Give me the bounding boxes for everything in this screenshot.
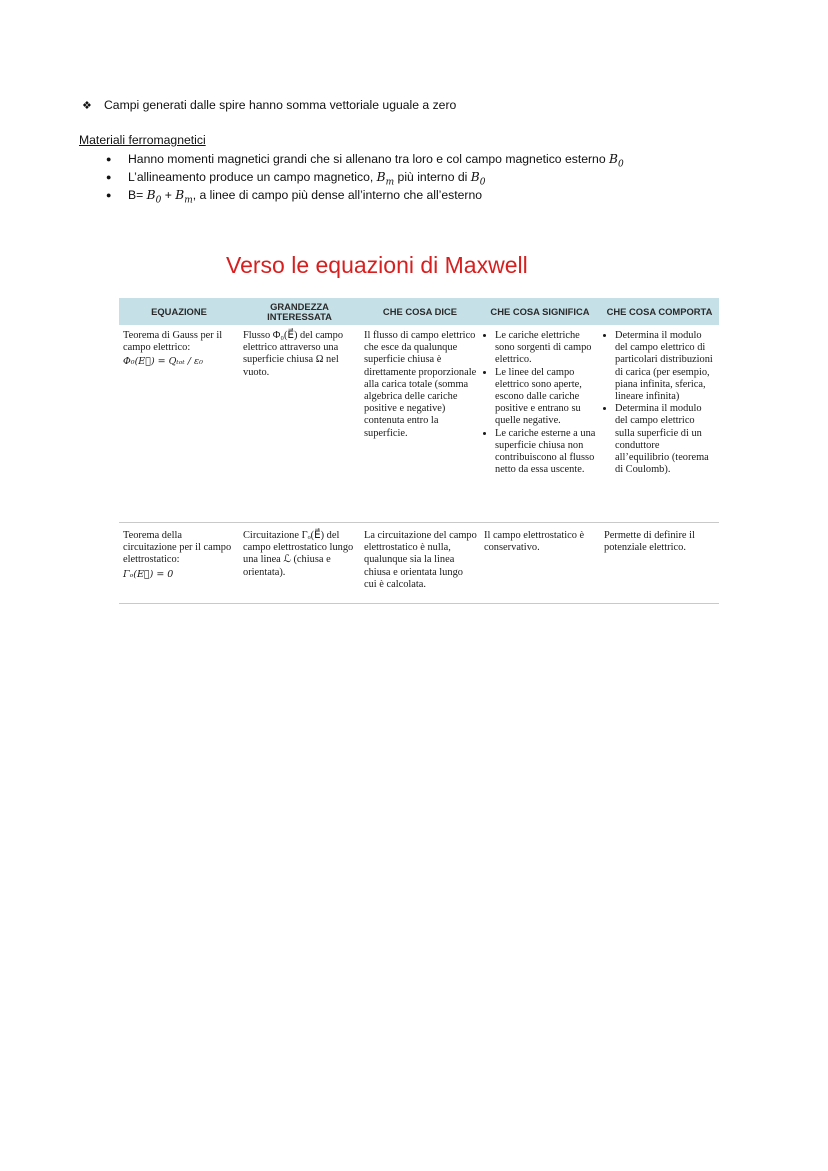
gauss-formula: Φ₀(E⃗) = Qₜₒₜ / ε₀: [123, 356, 203, 368]
list-item: • Determina il modulo del campo elettrico sulla superficie di un conduttore all’equilibrio (teorema di Coulomb).: [615, 403, 716, 476]
math-symbol: $B_0$: [470, 170, 486, 188]
table-row: [119, 325, 719, 523]
maxwell-table: [119, 298, 719, 604]
intro-bullet: [82, 98, 456, 112]
list-item: • Le cariche elettriche sono sorgenti di campo elettrico.: [495, 330, 597, 367]
cell-dice: La circuitazione del campo elettrostatico è nulla, qualunque sia la linea chiusa e orientata lungo cui è calcolata.: [360, 523, 480, 604]
math-symbol: $B_m$: [175, 188, 193, 206]
cell-significa: Il campo elettrostatico è conservativo.: [480, 523, 600, 604]
cell-comporta: [600, 325, 719, 523]
cell-equazione: Teorema di Gauss per il campo elettrico: Φ₀(E⃗) = Qₜₒₜ / ε₀: [119, 325, 239, 523]
bullet-dot-icon: ●: [106, 154, 112, 164]
cell-dice: Il flusso di campo elettrico che esce da qualunque superficie chiusa è direttamente proporzionale alla carica totale (somma algebrica delle cariche positive e negative) contenuta entro la superficie.: [360, 325, 480, 523]
header-comporta: CHE COSA COMPORTA: [600, 298, 719, 325]
diamond-bullet-icon: ❖: [82, 100, 92, 112]
math-symbol: $B_0$: [146, 188, 162, 206]
cell-grandezza: Circuitazione Γₒ(E⃗) del campo elettrostatico lungo una linea ℒ (chiusa e orientata).: [239, 523, 360, 604]
list-item: • Le cariche esterne a una superficie chiusa non contribuiscono al flusso netto da essa uscente.: [495, 428, 597, 477]
cell-comporta: Permette di definire il potenziale elettrico.: [600, 523, 719, 604]
header-significa: CHE COSA SIGNIFICA: [480, 298, 600, 325]
bullet-dot-icon: ●: [106, 172, 112, 182]
circuitazione-formula: Γₒ(E⃗) = 0: [123, 568, 174, 580]
header-grandezza: GRANDEZZA INTERESSATA: [239, 298, 360, 325]
table-title: Verso le equazioni di Maxwell: [226, 252, 528, 278]
section-heading: Materiali ferromagnetici: [79, 133, 206, 147]
cell-significa: [480, 325, 600, 523]
math-symbol: $B_0$: [609, 152, 624, 170]
cell-equazione: Teorema della circuitazione per il campo elettrostatico: Γₒ(E⃗) = 0: [119, 523, 239, 604]
bullet-dot-icon: ●: [106, 190, 112, 200]
list-item: ● Hanno momenti magnetici grandi che si allenano tra loro e col campo magnetico esterno $B_0$: [106, 152, 624, 170]
table-row: [119, 523, 719, 604]
header-dice: CHE COSA DICE: [360, 298, 480, 325]
header-equazione: EQUAZIONE: [119, 298, 239, 325]
list-item: • Determina il modulo del campo elettrico di particolari distribuzioni di carica (per esempio, piana infinita, sferica, lineare infinita): [615, 330, 716, 403]
list-item: • Le linee del campo elettrico sono aperte, escono dalle cariche positive e entrano su quelle negative.: [495, 367, 597, 428]
math-symbol: $B_m$: [376, 170, 395, 188]
intro-bullet-text: Campi generati dalle spire hanno somma vettoriale uguale a zero: [104, 98, 457, 112]
list-item: ● L’allineamento produce un campo magnetico, $B_m$ più interno di $B_0$: [106, 170, 486, 188]
list-item: ● $B= B_0 + B_m$, a linee di campo più dense all’interno che all’esterno: [106, 188, 483, 206]
cell-grandezza: Flusso Φ₀(E⃗) del campo elettrico attraverso una superficie chiusa Ω nel vuoto.: [239, 325, 360, 523]
bullet-list: [106, 150, 624, 204]
table-header-row: [119, 298, 719, 325]
